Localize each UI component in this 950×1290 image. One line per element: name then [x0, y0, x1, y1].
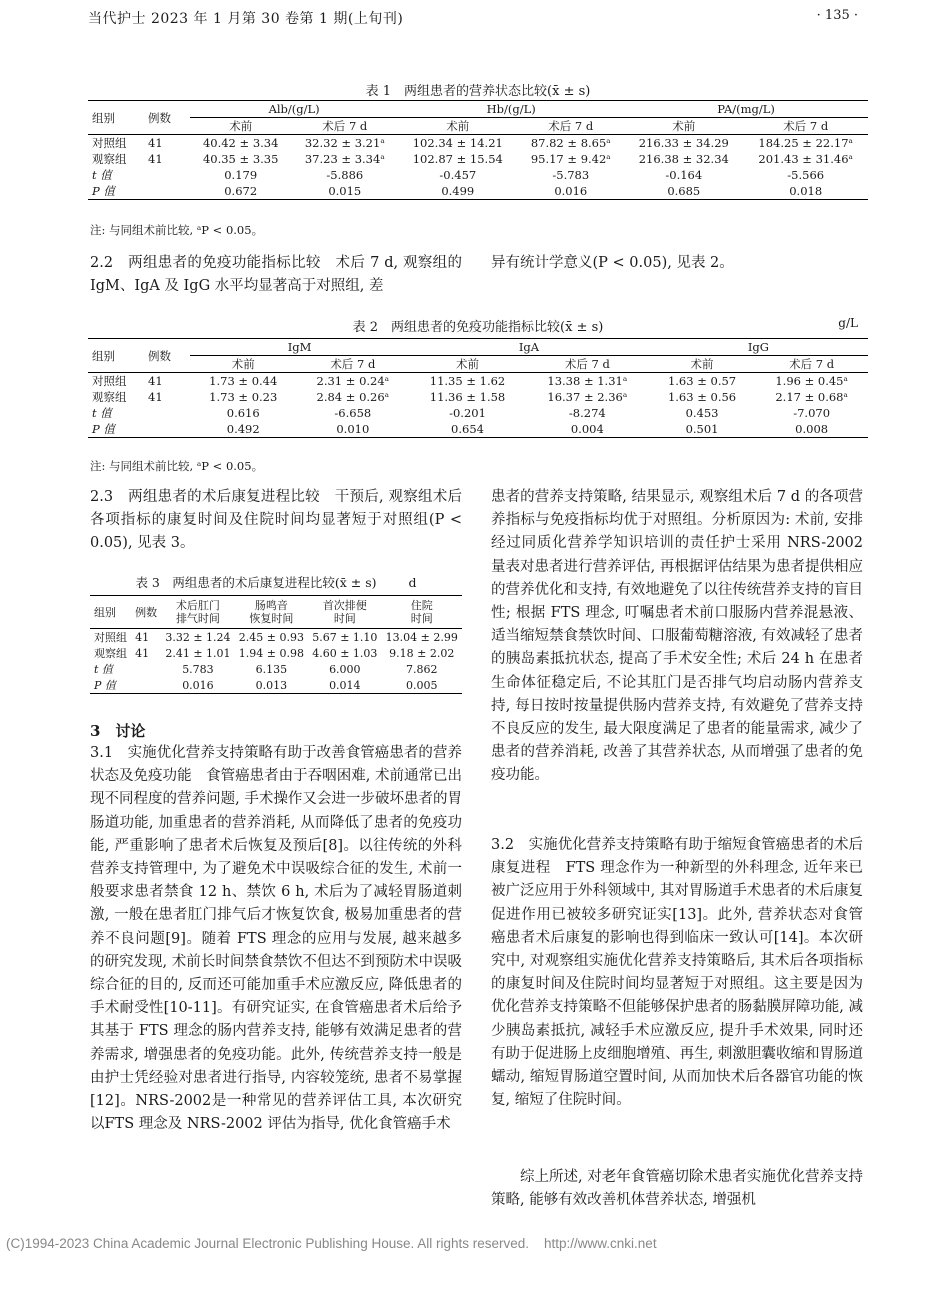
table2-note: 注: 与同组术前比较, ᵃP < 0.05。 [90, 459, 264, 473]
table-cell: 2.84 ± 0.26ᵃ [316, 390, 390, 404]
table-cell: 13.04 ± 2.99 [385, 630, 458, 644]
table-cell: 0.616 [226, 406, 260, 420]
table-cell: 41 [148, 136, 163, 150]
table-cell: 0.010 [336, 422, 370, 436]
table-cell: 观察组 [92, 152, 127, 166]
table-cell: t 值 [92, 168, 112, 182]
table-cell: -0.201 [449, 406, 486, 420]
table-cell: 观察组 [94, 647, 127, 660]
table-cell: 1.96 ± 0.45ᵃ [775, 374, 848, 388]
table1-caption: 表 1 两组患者的营养状态比较(x̄ ± s) [365, 84, 591, 99]
table-cell: 观察组 [92, 390, 127, 404]
table-row [88, 183, 868, 200]
table-cell: 102.87 ± 15.54 [412, 152, 503, 166]
table-row [88, 135, 868, 152]
table-cell: 7.862 [406, 662, 438, 676]
table1-subheader: 术前 [229, 119, 253, 133]
table-cell [131, 661, 161, 677]
table-cell: 1.63 ± 0.56 [667, 390, 737, 404]
table-cell: 41 [135, 646, 150, 660]
table-cell: 0.008 [795, 422, 829, 436]
table1-group-header: 组别 [92, 110, 115, 125]
discussion-right-1 [491, 486, 863, 788]
table-cell: 0.018 [789, 184, 823, 198]
table-row [88, 167, 868, 183]
table-row [90, 661, 462, 677]
table-cell: 2.41 ± 1.01 [165, 646, 231, 660]
section-2-2 [90, 252, 462, 298]
table3-header: 首次排便 时间 [322, 599, 367, 625]
discussion-right-1-text: 患者的营养支持策略, 结果显示, 观察组术后 7 d 的各项营养指标与免疫指标均优于对照组。分析原因为: 术前, 安排经过同质化营养学知识培训的责任护士采用 NRS-2002 量表对患者进行营养评估, 再根据评估结果为患者提供相应的营养优化和支持, 有效地避免了以往传统营养支持的盲目性; 根据 FTS 理念, 叮嘱患者术前口服肠内营养混悬液、适当缩短禁食禁饮时间、口服葡萄糖溶液, 有效减轻了患者的胰岛素抵抗状态, 提高了手术安全性; 术后 24 h 在患者生命体征稳定后, 不论其肛门是否排气均启动肠内营养支持, 每日按时按量提供肠内营养支持, 有效避免了营养支持不良反应的发生, 最大限度满足了患者的能量需求, 减少了患者的营养消耗, 改善了其营养状态, 从而增强了患者的免疫功能。 [491, 489, 863, 784]
table-cell: 0.016 [182, 678, 214, 692]
table-cell: 1.73 ± 0.23 [209, 390, 278, 404]
table2-caption: 表 2 两组患者的免疫功能指标比较(x̄ ± s) [352, 320, 604, 335]
table-cell: P 值 [94, 679, 116, 692]
table-row [88, 405, 868, 421]
table-row [90, 645, 462, 661]
table-cell: 0.015 [328, 184, 362, 198]
table-cell [144, 421, 190, 438]
table-cell: 11.35 ± 1.62 [429, 374, 506, 388]
table1-subheader: 术后 7 d [322, 119, 368, 133]
table2-colgroup: IgM [190, 339, 409, 356]
table-row [88, 389, 868, 405]
table-cell: 0.499 [441, 184, 475, 198]
table3-header: 例数 [135, 605, 158, 619]
table-cell: 13.38 ± 1.31ᵃ [547, 374, 628, 388]
table-cell: 2.45 ± 0.93 [238, 630, 304, 644]
table-cell: 0.672 [224, 184, 258, 198]
table-cell: 6.135 [255, 662, 288, 676]
table-cell: 16.37 ± 2.36ᵃ [547, 390, 628, 404]
table-cell: 11.36 ± 1.58 [429, 390, 506, 404]
table-cell: t 值 [94, 663, 113, 676]
table-cell: 40.35 ± 3.35 [202, 152, 279, 166]
table-cell: 41 [135, 630, 150, 644]
table-cell: -8.274 [568, 406, 606, 420]
table2-subheader: 术后 7 d [330, 357, 376, 371]
table-cell: 9.18 ± 2.02 [389, 646, 455, 660]
table-cell: 对照组 [92, 136, 127, 150]
table-cell: 0.016 [554, 184, 588, 198]
section-2-3 [90, 486, 462, 556]
table-cell: 0.654 [451, 422, 484, 436]
table-cell: 对照组 [94, 631, 127, 644]
discussion-heading: 3 讨论 [90, 722, 146, 740]
table-cell: 0.501 [685, 422, 719, 436]
table1-n-header: 例数 [148, 110, 171, 125]
table1 [88, 100, 868, 200]
table2-unit: g/L [838, 316, 858, 330]
table-cell: 0.492 [226, 422, 260, 436]
table-cell: 87.82 ± 8.65ᵃ [530, 136, 611, 150]
table-cell [131, 677, 161, 694]
table3-header: 组别 [94, 605, 116, 619]
table-cell [144, 183, 190, 200]
table-cell: 37.23 ± 3.34ᵃ [304, 152, 385, 166]
table-cell: P 值 [92, 184, 115, 198]
table2-subheader: 术前 [231, 357, 255, 371]
section-2-2-text: 异有统计学意义(P < 0.05), 见表 2。 [491, 255, 734, 271]
table2 [88, 338, 868, 438]
table2-subheader: 术后 7 d [564, 357, 610, 371]
section-2-2-text: 2.2 两组患者的免疫功能指标比较 术后 7 d, 观察组的 IgM、IgA 及 IgG 水平均显著高于对照组, 差 [90, 255, 462, 295]
table1-colgroup: Hb/(g/L) [398, 101, 624, 118]
table3-caption-row [90, 573, 462, 591]
copyright-footer: (C)1994-2023 China Academic Journal Electronic Publishing House. All rights reserved. http://www.cnki.net [6, 1236, 657, 1251]
table1-note: 注: 与同组术前比较, ᵃP < 0.05。 [90, 223, 264, 237]
table-cell: 216.38 ± 32.34 [638, 152, 729, 166]
table-cell: 95.17 ± 9.42ᵃ [530, 152, 611, 166]
table-cell: 0.685 [667, 184, 701, 198]
section-3-2-text: 3.2 实施优化营养支持策略有助于缩短食管癌患者的术后康复进程 FTS 理念作为一种新型的外科理念, 近年来已被广泛应用于外科领域中, 其对胃肠道手术患者的术后康复促进作用已被较多研究证实[13]。此外, 营养状态对食管癌患者术后康复的影响也得到临床一致认可[14]。本次研究中, 对观察组实施优化营养支持策略后, 其术后各项指标的康复时间及住院时间均显著短于对照组。这主要是因为优化营养支持策略不但能够保护患者的肠黏膜屏障功能, 减少胰岛素抵抗, 减轻手术应激反应, 提升手术效果, 同时还有助于促进肠上皮细胞增殖、再生, 刺激胆囊收缩和胃肠道蠕动, 缩短胃肠道空置时间, 从而加快术后各器官功能的恢复, 缩短了住院时间。 [491, 837, 863, 1109]
table-cell: 0.179 [224, 168, 258, 182]
table1-subheader: 术后 7 d [783, 119, 829, 133]
table-cell: 184.25 ± 22.17ᵃ [758, 136, 853, 150]
table2-subheader: 术前 [690, 357, 714, 371]
table-cell: 对照组 [92, 374, 127, 388]
table-cell: 1.73 ± 0.44 [209, 374, 278, 388]
table1-subheader: 术前 [672, 119, 696, 133]
table-cell: -0.457 [439, 168, 477, 182]
table-cell: 201.43 ± 31.46ᵃ [758, 152, 853, 166]
table2-colgroup: IgG [649, 339, 868, 356]
table-cell: 5.67 ± 1.10 [312, 630, 378, 644]
table-cell: 41 [148, 152, 163, 166]
section-3-1 [90, 742, 462, 1136]
table2-subheader: 术前 [456, 357, 480, 371]
table1-colgroup: PA/(mg/L) [624, 101, 868, 118]
table3-header: 肠鸣音 恢复时间 [249, 599, 294, 625]
table-cell: 6.000 [329, 662, 361, 676]
table-cell: 32.32 ± 3.21ᵃ [304, 136, 385, 150]
table-cell [144, 405, 190, 421]
table3-unit: d [408, 575, 417, 590]
section-2-3-text: 2.3 两组患者的术后康复进程比较 干预后, 观察组术后各项指标的康复时间及住院时间均显著短于对照组(P < 0.05), 见表 3。 [90, 489, 462, 552]
journal-header: 当代护士 2023 年 1 月第 30 卷第 1 期(上旬刊) [88, 11, 404, 27]
conclusion [491, 1166, 863, 1212]
table-row [90, 629, 462, 646]
table-row [90, 677, 462, 694]
table-cell: 3.32 ± 1.24 [165, 630, 231, 644]
table-row [88, 421, 868, 438]
table-cell [144, 167, 190, 183]
table2-colgroup: IgA [409, 339, 649, 356]
section-3-2 [491, 834, 863, 1112]
table1-subheader: 术前 [446, 119, 470, 133]
table-cell: -6.658 [334, 406, 372, 420]
table1-colgroup: Alb/(g/L) [190, 101, 398, 118]
table-cell: 41 [148, 390, 163, 404]
table3-header: 术后肛门 排气时间 [175, 599, 220, 625]
table-cell: 5.783 [182, 662, 214, 676]
table-cell: 4.60 ± 1.03 [312, 646, 378, 660]
table3-header: 住院 时间 [410, 599, 433, 625]
table3 [90, 595, 462, 694]
table-cell: 102.34 ± 14.21 [412, 136, 503, 150]
table-cell: 41 [148, 374, 163, 388]
table-cell: 0.004 [570, 422, 604, 436]
table1-subheader: 术后 7 d [548, 119, 594, 133]
table-row [88, 151, 868, 167]
table-cell: P 值 [92, 422, 115, 436]
table-cell: 0.014 [329, 678, 361, 692]
table-cell: 0.013 [255, 678, 288, 692]
table-cell: 0.453 [685, 406, 719, 420]
table-cell: 2.31 ± 0.24ᵃ [316, 374, 390, 388]
conclusion-text: 综上所述, 对老年食管癌切除术患者实施优化营养支持策略, 能够有效改善机体营养状态, 增强机 [491, 1169, 863, 1209]
table-cell: -5.886 [326, 168, 364, 182]
table-cell: 0.005 [406, 678, 438, 692]
section-3-1-text: 3.1 实施优化营养支持策略有助于改善食管癌患者的营养状态及免疫功能 食管癌患者由于吞咽困难, 术前通常已出现不同程度的营养问题, 手术操作又会进一步破坏患者的胃肠道功能, 加重患者的营养消耗, 从而降低了患者的免疫功能, 严重影响了患者术后恢复及预后[8]。以往传统的外科营养支持管理中, 为了避免术中误吸综合征的发生, 术前一般要求患者禁食 12 h、禁饮 6 h, 术后为了减轻胃肠道刺激, 一般在患者肛门排气后才恢复饮食, 极易加重患者的营养不良问题[9]。随着 FTS 理念的应用与发展, 越来越多的研究发现, 术前长时间禁食禁饮不但达不到预防术中误吸综合征的目的, 反而还可能加重手术应激反应, 降低患者的手术耐受性[10-11]。有研究证实, 在食管癌患者术后给予其基于 FTS 理念的肠内营养支持, 能够有效满足患者的营养需求, 增强患者的免疫功能。此外, 传统营养支持一般是由护士凭经验对患者进行指导, 内容较笼统, 患者不易掌握[12]。NRS-2002是一种常见的营养评估工具, 本次研究以FTS 理念及 NRS-2002 评估为指导, 优化食管癌手术 [90, 745, 462, 1133]
table-cell: t 值 [92, 406, 112, 420]
table-cell: 1.63 ± 0.57 [667, 374, 737, 388]
table2-subheader: 术后 7 d [789, 357, 835, 371]
table-cell: -5.566 [787, 168, 825, 182]
table-cell: -5.783 [552, 168, 590, 182]
table-cell: 216.33 ± 34.29 [638, 136, 729, 150]
table-cell: -7.070 [793, 406, 831, 420]
table-cell: 40.42 ± 3.34 [202, 136, 279, 150]
table-cell: -0.164 [665, 168, 703, 182]
table-cell: 2.17 ± 0.68ᵃ [775, 390, 848, 404]
table-row [88, 373, 868, 390]
section-2-2-cont [491, 252, 863, 275]
table-cell: 1.94 ± 0.98 [238, 646, 304, 660]
table2-n-header: 例数 [148, 348, 171, 363]
table2-group-header: 组别 [92, 348, 115, 363]
table3-caption: 表 3 两组患者的术后康复进程比较(x̄ ± s) [135, 575, 377, 590]
page-number: · 135 · [816, 8, 858, 23]
